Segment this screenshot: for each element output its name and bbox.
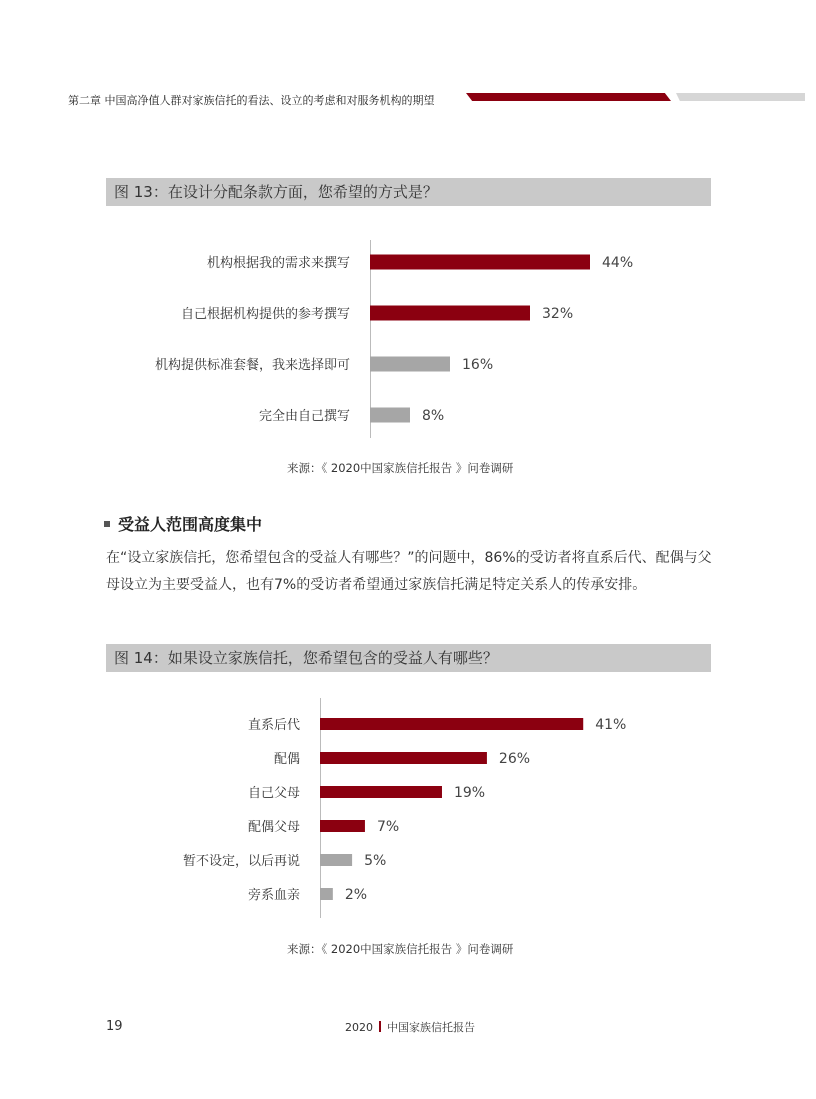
figure13-value-label: 32% xyxy=(542,306,574,322)
heading-bullet-icon xyxy=(104,521,110,527)
section-heading-text: 受益人范围高度集中 xyxy=(118,515,263,534)
figure14-bar xyxy=(320,752,487,764)
footer-year: 2020 xyxy=(345,1021,373,1034)
footer-separator xyxy=(379,1021,381,1032)
figure13-category-label: 机构提供标准套餐，我来选择即可 xyxy=(154,358,350,373)
page-number: 19 xyxy=(106,1019,123,1034)
figure14-category-label: 自己父母 xyxy=(247,786,300,801)
figure13-category-label: 完全由自己撰写 xyxy=(258,409,350,424)
figure13-bar xyxy=(370,357,450,372)
figure14-category-label: 配偶父母 xyxy=(247,820,300,835)
figure13-category-label: 自己根据机构提供的参考撰写 xyxy=(180,307,350,322)
figure14-value-label: 7% xyxy=(376,819,400,835)
figure14-bar xyxy=(320,820,365,832)
figure14-bar xyxy=(320,888,333,900)
figure14-bar xyxy=(320,786,442,798)
figure14-category-label: 配偶 xyxy=(273,752,300,767)
figure14-value-label: 26% xyxy=(498,751,531,767)
figure13-bar xyxy=(370,306,530,321)
figure14-value-label: 2% xyxy=(344,887,368,903)
header-red-stripe xyxy=(466,93,671,101)
figure14-value-label: 19% xyxy=(453,785,486,801)
figure13-source: 来源：《 2020中国家族信托报告 》问卷调研 xyxy=(287,461,514,475)
section-heading xyxy=(104,512,262,535)
figure13-value-label: 44% xyxy=(602,255,634,271)
figure13-bar xyxy=(370,255,590,270)
figure14-bar xyxy=(320,854,352,866)
figure14-source: 来源：《 2020中国家族信托报告 》问卷调研 xyxy=(287,942,514,956)
figure14-category-label: 暂不设定，以后再说 xyxy=(182,854,300,869)
figure14-value-label: 41% xyxy=(595,717,627,733)
figure14-bar xyxy=(320,718,583,730)
footer-report: 中国家族信托报告 xyxy=(387,1021,475,1034)
figure13-value-label: 16% xyxy=(462,357,494,373)
chapter-header: 第二章 中国高净值人群对家族信托的看法、设立的考虑和对服务机构的期望 xyxy=(68,94,435,107)
header-grey-stripe xyxy=(676,93,805,101)
figure13-value-label: 8% xyxy=(422,408,445,424)
figure14-category-label: 直系后代 xyxy=(247,718,300,733)
section-paragraph: 在“设立家族信托，您希望包含的受益人有哪些？”的问题中，86%的受访者将直系后代、配偶与父母设立为主要受益人，也有7%的受访者希望通过家族信托满足特定关系人的传承安排。 xyxy=(106,550,712,593)
figure13-category-label: 机构根据我的需求来撰写 xyxy=(206,256,350,271)
figure13-bar xyxy=(370,408,410,423)
figure14-category-label: 旁系血亲 xyxy=(247,888,300,903)
figure13-title: 图 13：在设计分配条款方面，您希望的方式是？ xyxy=(106,178,711,206)
footer-title xyxy=(345,1019,475,1035)
figure14-value-label: 5% xyxy=(364,853,387,869)
figure14-title: 图 14：如果设立家族信托，您希望包含的受益人有哪些？ xyxy=(106,644,711,672)
